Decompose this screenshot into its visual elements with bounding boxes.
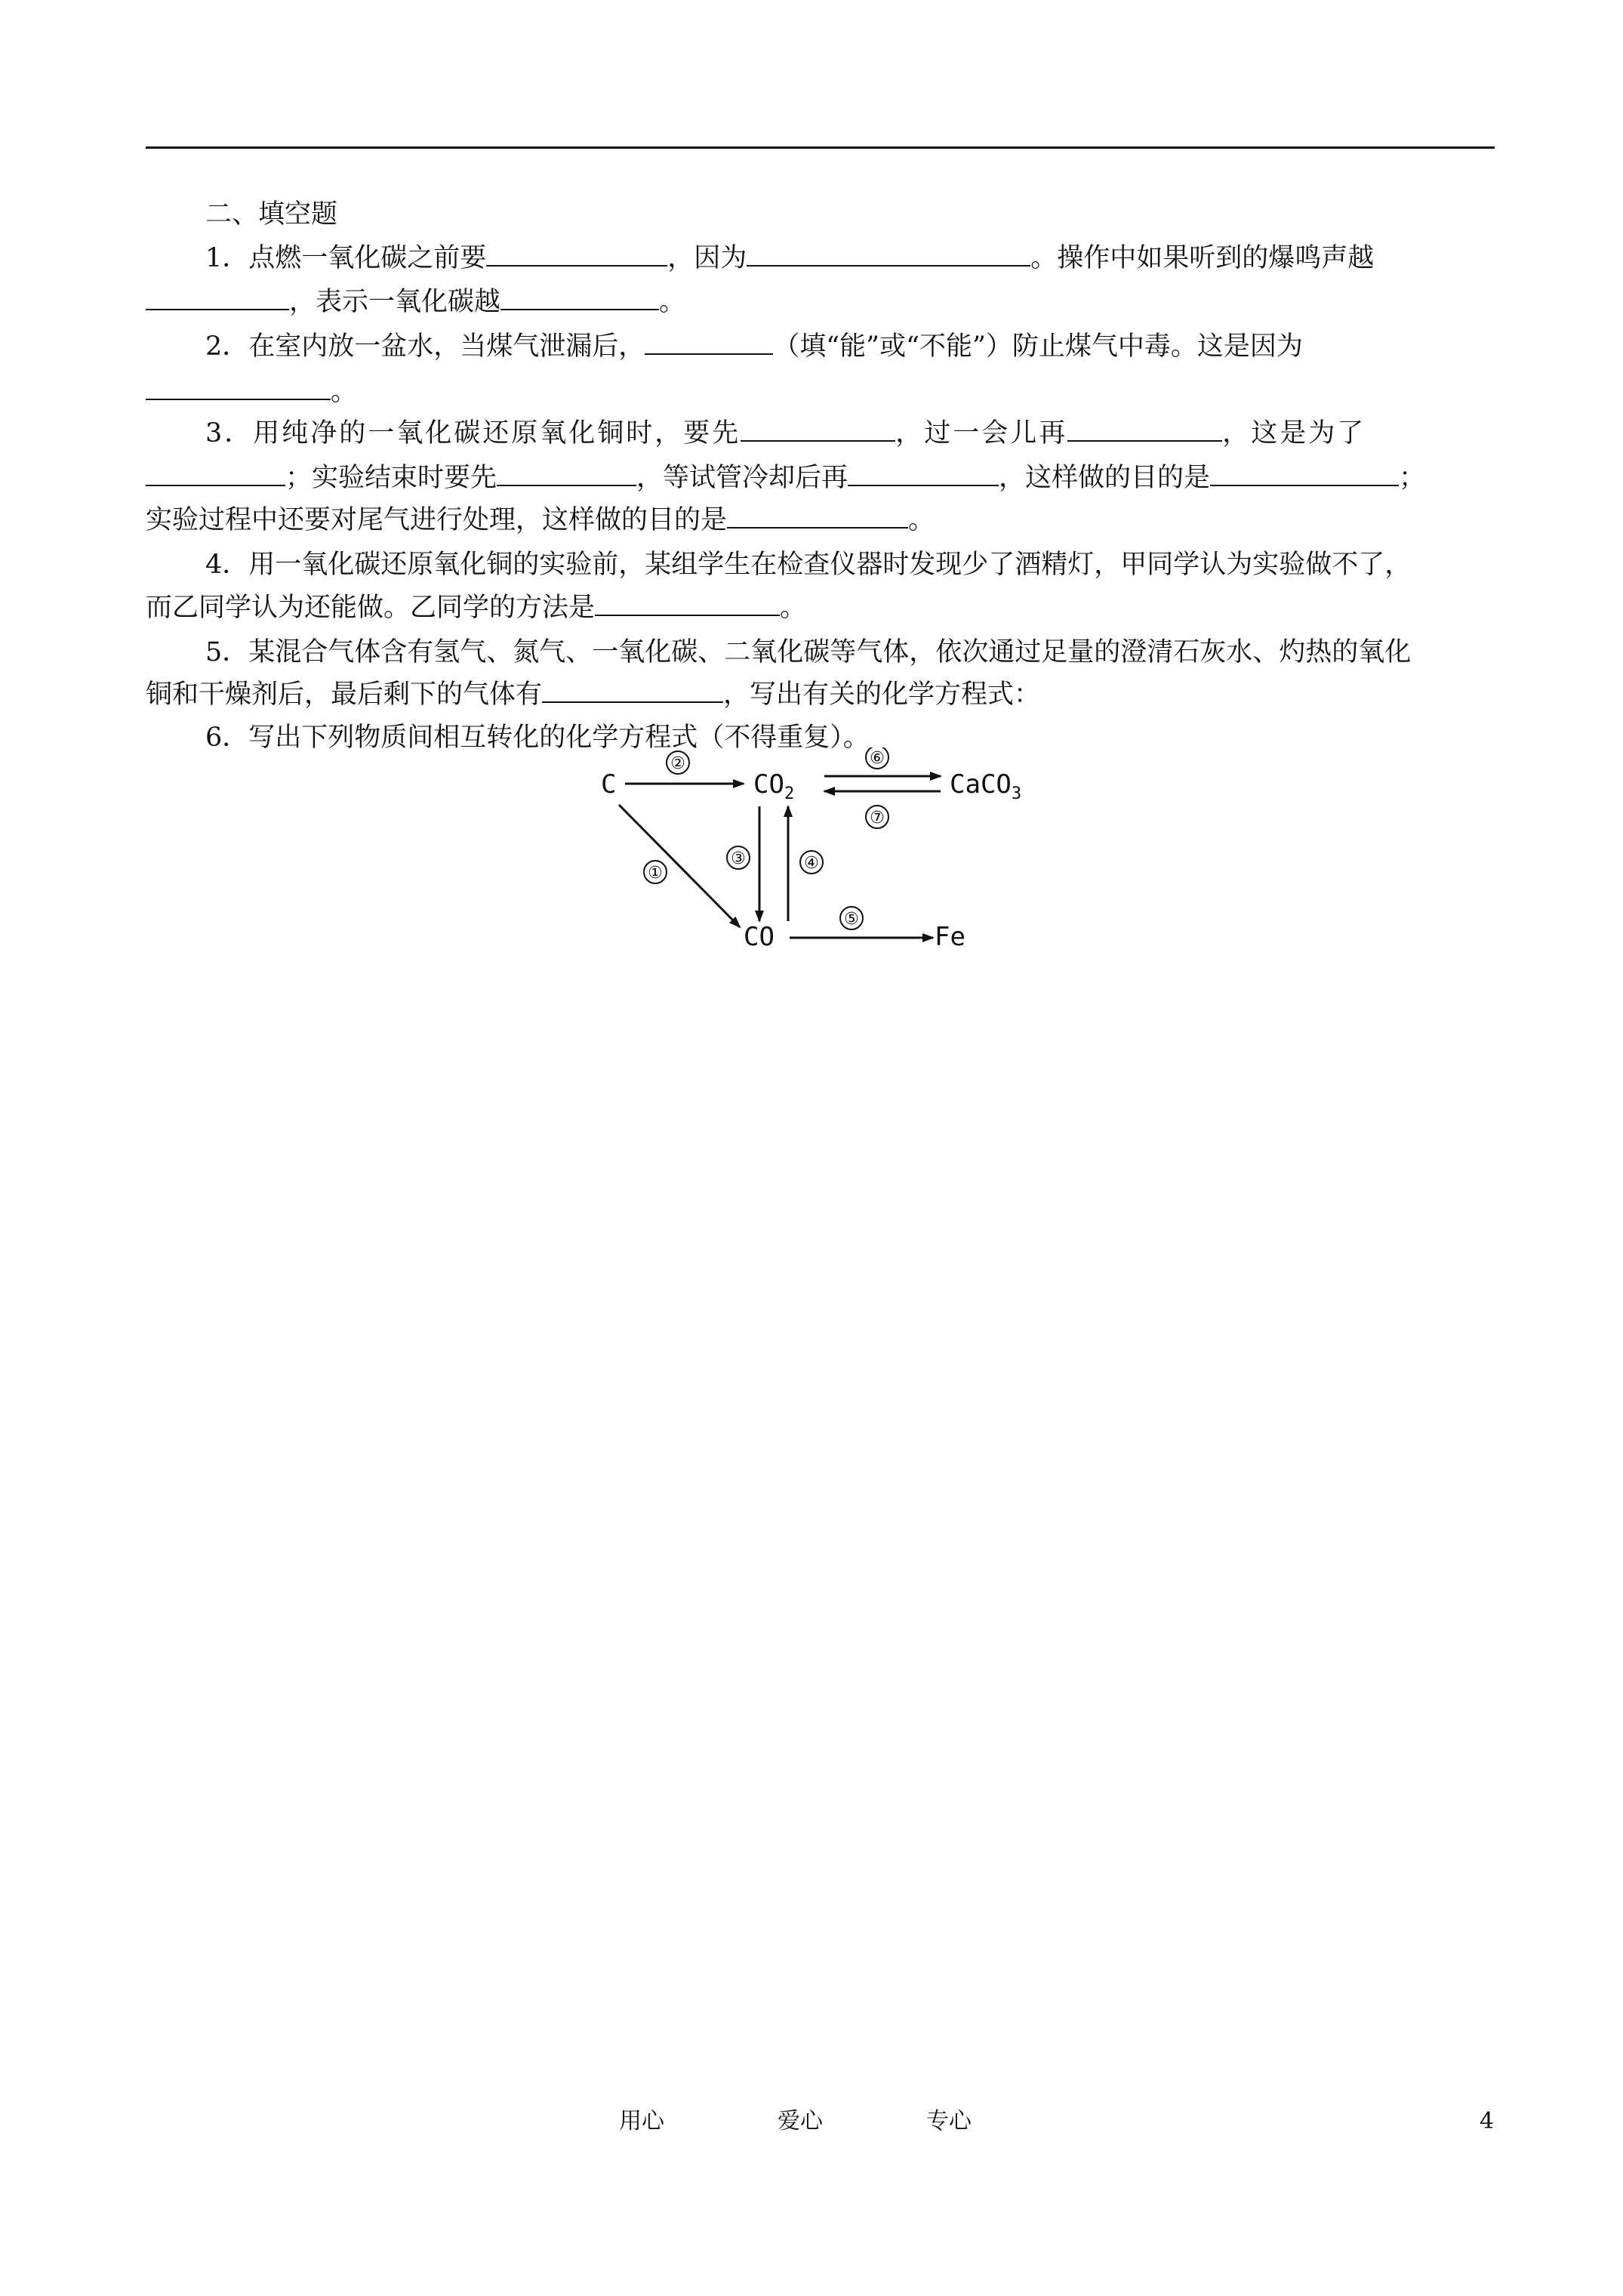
- question-1-line-1: [205, 242, 1374, 275]
- node-co2-base: CO: [753, 769, 784, 800]
- answer-blank[interactable]: [1210, 462, 1399, 486]
- arrow-c-to-co: [619, 805, 740, 927]
- answer-blank[interactable]: [645, 331, 773, 355]
- question-3-text-b: ，过一会儿再: [895, 418, 1068, 448]
- question-4-line-2: [146, 591, 806, 624]
- answer-blank[interactable]: [1067, 418, 1222, 442]
- question-2-text-a: 2．在室内放一盆水，当煤气泄漏后，: [205, 331, 645, 362]
- node-caco3-base: CaCO: [950, 769, 1012, 800]
- footer-word-3: 专心: [926, 2108, 972, 2134]
- answer-blank[interactable]: [741, 418, 895, 442]
- carbon-conversion-diagram: [589, 747, 1072, 966]
- answer-blank[interactable]: [727, 504, 908, 529]
- answer-blank[interactable]: [486, 242, 667, 267]
- node-co: CO: [744, 922, 775, 952]
- footer-word-1: 用心: [619, 2108, 664, 2134]
- question-2-text-c: 。: [331, 377, 358, 407]
- node-co2-subscript: 2: [784, 784, 795, 803]
- node-c: C: [601, 769, 617, 800]
- question-2-line-1: [205, 330, 1303, 363]
- question-4-text-a: 4．用一氧化碳还原氧化铜的实验前，某组学生在检查仪器时发现少了酒精灯，甲同学认为实验做不了，: [205, 550, 1412, 580]
- question-3-line-2: [146, 461, 1425, 495]
- question-1-text-e: 。: [659, 287, 686, 317]
- label-2: ②: [670, 754, 685, 773]
- question-5-line-1: [205, 636, 1411, 669]
- section-title: 二、填空题: [205, 199, 338, 230]
- node-co2: [753, 769, 794, 803]
- question-3-line-1: [205, 417, 1366, 450]
- label-4: ④: [804, 854, 819, 873]
- question-3-text-i: 。: [908, 505, 935, 535]
- answer-blank[interactable]: [497, 462, 636, 486]
- question-3-line-3: [146, 504, 935, 537]
- page-number: 4: [1480, 2108, 1495, 2134]
- question-3-text-c: ，这是为了: [1222, 418, 1366, 448]
- answer-blank[interactable]: [500, 286, 659, 310]
- question-1-text-c: 。操作中如果听到的爆鸣声越: [1030, 243, 1375, 273]
- answer-blank[interactable]: [146, 462, 285, 486]
- answer-blank[interactable]: [146, 286, 289, 310]
- node-caco3: [950, 769, 1021, 803]
- question-6-text-a: 6．写出下列物质间相互转化的化学方程式（不得重复）。: [205, 723, 870, 753]
- answer-blank[interactable]: [595, 592, 780, 616]
- label-6: ⑥: [870, 749, 885, 768]
- question-5-text-c: ，写出有关的化学方程式：: [723, 680, 1041, 710]
- answer-blank[interactable]: [542, 679, 723, 703]
- footer-word-2: 爱心: [778, 2108, 823, 2134]
- question-3-text-f: ，这样做的目的是: [999, 463, 1211, 493]
- label-3: ③: [731, 849, 746, 868]
- node-caco3-subscript: 3: [1011, 784, 1022, 803]
- question-4-text-b: 而乙同学认为还能做。乙同学的方法是: [146, 593, 596, 623]
- question-1-line-2: [146, 285, 685, 319]
- question-2-line-2: [146, 375, 357, 408]
- node-fe: Fe: [935, 922, 965, 952]
- question-3-text-e: ，等试管冷却后再: [636, 463, 848, 493]
- label-1: ①: [648, 864, 663, 883]
- answer-blank[interactable]: [848, 462, 999, 486]
- question-3-text-d: ；实验结束时要先: [285, 463, 497, 493]
- question-5-line-2: [146, 678, 1040, 711]
- question-1-text-b: ，因为: [667, 243, 747, 273]
- question-4-line-1: [205, 548, 1411, 581]
- question-5-text-a: 5．某混合气体含有氢气、氮气、一氧化碳、二氧化碳等气体，依次通过足量的澄清石灰水、灼热的氧化: [205, 637, 1412, 667]
- question-2-text-b: （填“能”或“不能”）防止煤气中毒。这是因为: [773, 331, 1303, 362]
- question-5-text-b: 铜和干燥剂后，最后剩下的气体有: [146, 680, 543, 710]
- label-5: ⑤: [844, 910, 859, 929]
- question-1-text-a: 1．点燃一氧化碳之前要: [205, 243, 487, 273]
- answer-blank[interactable]: [146, 376, 331, 400]
- question-3-text-g: ；: [1399, 463, 1426, 493]
- label-7: ⑦: [870, 809, 885, 827]
- question-4-text-c: 。: [780, 593, 807, 623]
- question-3-text-a: 3．用纯净的一氧化碳还原氧化铜时，要先: [205, 418, 741, 448]
- header-rule: [146, 146, 1495, 149]
- question-3-text-h: 实验过程中还要对尾气进行处理，这样做的目的是: [146, 505, 728, 535]
- question-1-text-d: ，表示一氧化碳越: [289, 287, 501, 317]
- answer-blank[interactable]: [747, 242, 1030, 267]
